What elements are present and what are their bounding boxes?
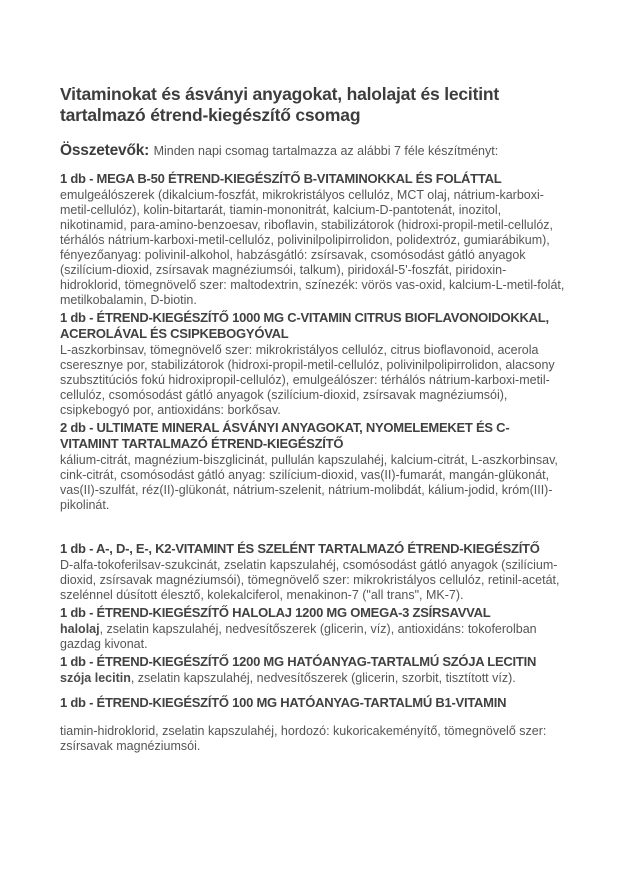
section-adek2-vitamin: [60, 541, 565, 603]
section-body-lead: halolaj: [60, 622, 100, 636]
section-body-rest: , zselatin kapszulahéj, nedvesítőszerek (glicerin, víz), antioxidáns: tokoferolban gazdag kivonat.: [60, 622, 537, 651]
section-mega-b50: [60, 171, 565, 308]
section-body: D-alfa-tokoferilsav-szukcinát, zselatin kapszulahéj, csomósodást gátló anyagok (szilícium-dioxid, zsírsavak magnéziumsói), tömegnövelő szer: mikrokristályos cellulóz, retinil-acetát, szelénnel dúsított élesztő, kolekalciferol, menakinon-7 ("all trans", MK-7).: [60, 558, 560, 602]
section-heading: 1 db - ÉTREND-KIEGÉSZÍTŐ 100 MG HATÓANYAG-TARTALMÚ B1-VITAMIN: [60, 695, 507, 710]
section-body: tiamin-hidroklorid, zselatin kapszulahéj, hordozó: kukoricakeményítő, tömegnövelő szer: zsírsavak magnéziumsói.: [60, 724, 547, 753]
section-body: [60, 622, 565, 652]
section-body: kálium-citrát, magnézium-biszglicinát, pullulán kapszulahéj, kalcium-citrát, L-aszkorbinsav, cink-citrát, csomósodást gátló anyag: szilícium-dioxid, vas(II)-fumarát, mangán-glükonát, vas(II)-szulfát, réz(II)-glükonát, nátrium-szelenit, nátrium-molibdát, kálium-jodid, króm(III)-pikolinát.: [60, 453, 558, 512]
section-heading: 1 db - ÉTREND-KIEGÉSZÍTŐ 1000 MG C-VITAMIN CITRUS BIOFLAVONOIDOKKAL, ACEROLÁVAL ÉS CSIPKEBOGYÓVAL: [60, 310, 549, 341]
section-b1-vitamin: [60, 695, 565, 754]
section-szoja-lecitin: [60, 654, 565, 686]
section-body-rest: , zselatin kapszulahéj, nedvesítőszerek (glicerin, szorbit, tisztított víz).: [130, 671, 516, 685]
section-body: L-aszkorbinsav, tömegnövelő szer: mikrokristályos cellulóz, citrus bioflavonoid, acerola cseresznye por, stabilizátorok (hidroxi-propil-metil-cellulóz, polivinilpolipirrolidon, alacsony szubsztitúciós fokú hidroxipropil-cellulóz), emulgeálószer: térhálós nátrium-karboxi-metil-cellulóz, csomósodást gátló anyagok (szilícium-dioxid, zsírsavak magnéziumsói), csipkebogyó por, antioxidáns: borkősav.: [60, 343, 555, 417]
section-heading: 1 db - ÉTREND-KIEGÉSZÍTŐ 1200 MG HATÓANYAG-TARTALMÚ SZÓJA LECITIN: [60, 654, 537, 669]
section-body-lead: szója lecitin: [60, 671, 131, 685]
section-heading: 1 db - A-, D-, E-, K2-VITAMINT ÉS SZELÉNT TARTALMAZÓ ÉTREND-KIEGÉSZÍTŐ: [60, 541, 540, 556]
section-heading: 1 db - ÉTREND-KIEGÉSZÍTŐ HALOLAJ 1200 MG OMEGA-3 ZSÍRSAVVAL: [60, 605, 491, 620]
section-heading: 1 db - MEGA B-50 ÉTREND-KIEGÉSZÍTŐ B-VITAMINOKKAL ÉS FOLÁTTAL: [60, 171, 502, 186]
section-c-vitamin: [60, 310, 565, 418]
section-body: emulgeálószerek (dikalcium-foszfát, mikrokristályos cellulóz, MCT olaj, nátrium-karboxi-metil-cellulóz), kolin-bitartarát, tiamin-mononitrát, kalcium-D-pantotenát, inozitol, nikotinamid, para-amino-benzoesav, riboflavin, stabilizátorok (hidroxi-propil-metil-cellulóz, térhálós nátrium-karboxi-metil-cellulóz, polivinilpolipirrolidon, polidextróz, gumiarábikum), fényezőanyag: polivinil-alkohol, habzásgátló: zsírsavak, csomósodást gátló anyagok (szilícium-dioxid, zsírsavak magnéziumsói, talkum), piridoxál-5'-foszfát, piridoxin-hidroklorid, tömegnövelő szer: maltodextrin, színezék: vörös vas-oxid, kalcium-L-metil-folát, metilkobalamin, D-biotin.: [60, 188, 565, 307]
section-ultimate-mineral: [60, 420, 565, 513]
ingredients-line: [60, 142, 565, 160]
section-body: [60, 671, 565, 686]
section-heading: 2 db - ULTIMATE MINERAL ÁSVÁNYI ANYAGOKAT, NYOMELEMEKET ÉS C-VITAMINT TARTALMAZÓ ÉTREND-KIEGÉSZÍTŐ: [60, 420, 510, 451]
ingredients-intro: Minden napi csomag tartalmazza az alábbi 7 féle készítményt:: [153, 144, 499, 158]
page-title: Vitaminokat és ásványi anyagokat, halolajat és lecitint tartalmazó étrend-kiegészítő csomag: [60, 84, 500, 125]
ingredients-label: Összetevők:: [60, 142, 150, 159]
section-halolaj: [60, 605, 565, 652]
